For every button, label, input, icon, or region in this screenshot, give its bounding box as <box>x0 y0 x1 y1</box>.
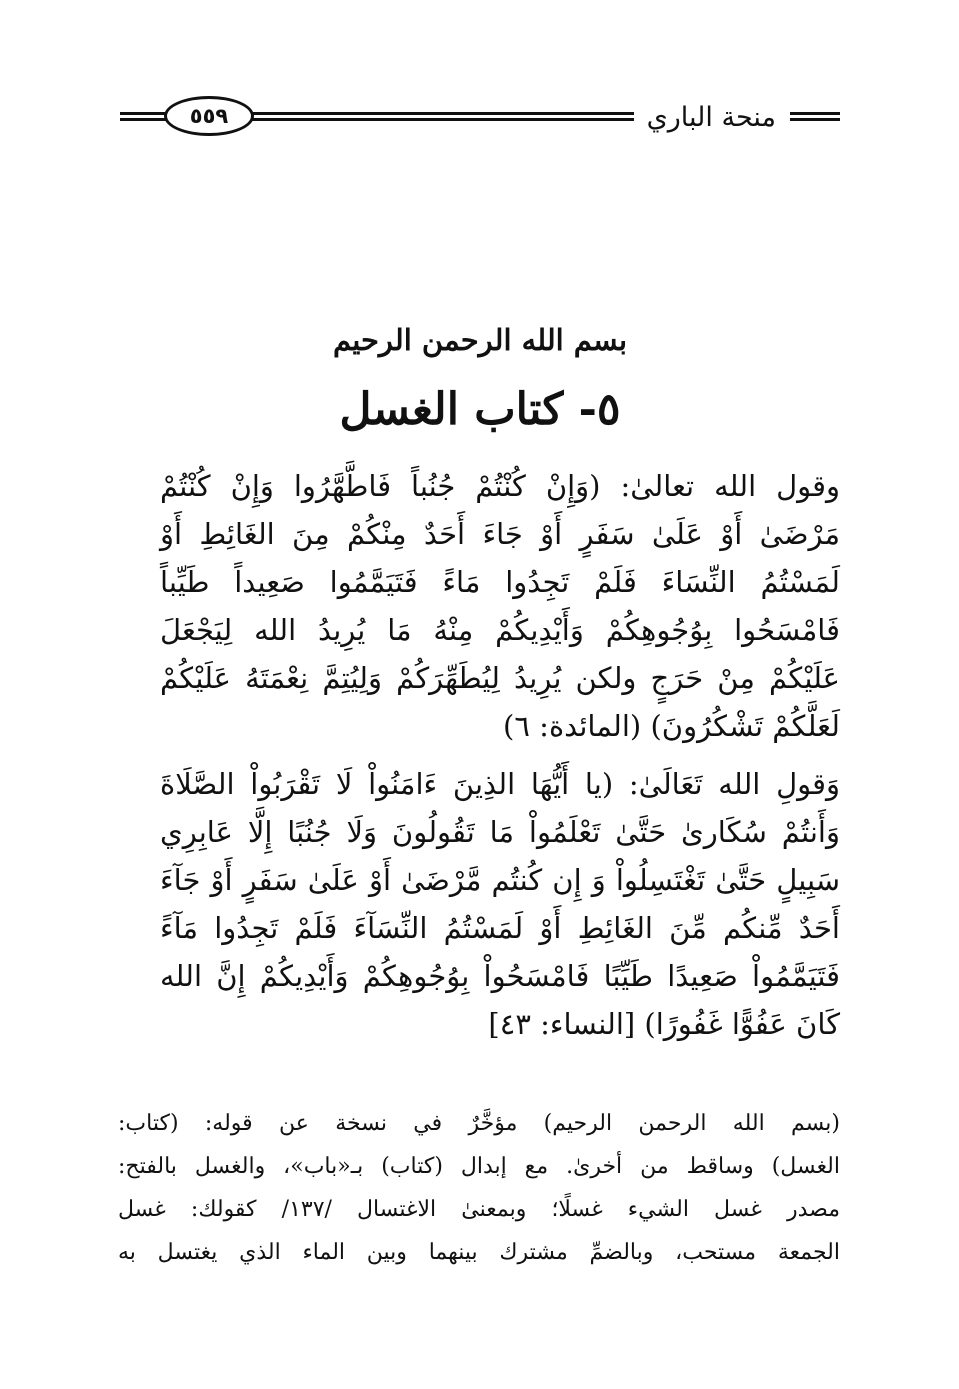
text-line: مَرْضَىٰ أَوْ عَلَىٰ سَفَرٍ أَوْ جَاءَ أَحَدٌ مِنْكُمْ مِنَ الغَائِطِ أَوْ <box>160 517 840 551</box>
commentary-block <box>118 1102 840 1274</box>
commentary-line: الجمعة مستحب، وبالضمِّ مشترك بينهما وبين الماء الذي يغتسل به <box>118 1240 840 1265</box>
verse-block-2 <box>160 760 840 1048</box>
text-line: فَتَيَمَّمُواْ صَعِيدًا طَيِّبًا فَامْسَحُواْ بِوُجُوهِكُمْ وَأَيْدِيكُمْ إِنَّ الله <box>160 959 840 993</box>
running-title: منحة الباري <box>646 102 776 133</box>
page-number: ٥٥٩ <box>164 96 254 136</box>
verse-block-1 <box>160 462 840 750</box>
text-line: أَحَدٌ مِّنكُم مِّنَ الغَائِطِ أَوْ لَمَسْتُمُ النِّسَآءَ فَلَمْ تَجِدُوا مَآءً <box>160 911 840 945</box>
header-rule-right <box>790 112 840 121</box>
commentary-line: (بسم الله الرحمن الرحيم) مؤخَّرٌ في نسخة عن قوله: (كتاب: <box>118 1111 840 1136</box>
header-rule-long <box>252 112 634 121</box>
text-line: لَعَلَّكُمْ تَشْكُرُونَ) (المائدة: ٦) <box>503 709 840 743</box>
text-line: سَبِيلٍ حَتَّىٰ تَغْتَسِلُواْ وَ إِن كُنتُم مَّرْضَىٰ أَوْ عَلَىٰ سَفَرٍ أَوْ جَآءَ <box>160 863 840 897</box>
page-header <box>120 96 840 140</box>
text-line: وَقولِ الله تَعَالَىٰ: (يا أَيُّهَا الذِينَ ءَامَنُواْ لَا تَقْرَبُواْ الصَّلَاةَ <box>160 767 840 801</box>
text-line: وَأَنتُمْ سُكَارىٰ حَتَّىٰ تَعْلَمُواْ مَا تَقُولُونَ وَلَا جُنُبًا إِلَّا عَابِرِي <box>160 815 840 849</box>
text-line: عَلَيْكُمْ مِنْ حَرَجٍ ولكن يُرِيدُ لِيُطَهِّرَكُمْ وَلِيُتِمَّ نِعْمَتَهُ عَلَيْكُمْ <box>160 661 840 695</box>
header-rule-left <box>120 112 166 121</box>
text-line: فَامْسَحُوا بِوُجُوهِكُمْ وَأَيْدِيكُمْ مِنْهُ مَا يُرِيدُ الله لِيَجْعَلَ <box>160 613 840 647</box>
text-line: كَانَ عَفُوًّا غَفُورًا) [النساء: ٤٣] <box>488 1007 840 1041</box>
commentary-line: مصدر غسل الشيء غسلًا؛ وبمعنىٰ الاغتسال /١٣٧/ كقولك: غسل <box>118 1197 840 1222</box>
text-line: وقول الله تعالىٰ: (وَإِنْ كُنْتُمْ جُنُباً فَاطَّهَّرُوا وَإِنْ كُنْتُمْ <box>160 469 840 503</box>
commentary-line: الغسل) وساقط من أخرىٰ. مع إبدال (كتاب) بـ«باب»، والغسل بالفتح: <box>118 1154 840 1179</box>
chapter-title: ٥- كتاب الغسل <box>339 384 621 435</box>
text-line: لَمَسْتُمُ النِّسَاءَ فَلَمْ تَجِدُوا مَاءً فَتَيَمَّمُوا صَعِيداً طَيِّباً <box>160 565 840 599</box>
basmala-heading: بسم الله الرحمن الرحيم <box>332 323 628 357</box>
